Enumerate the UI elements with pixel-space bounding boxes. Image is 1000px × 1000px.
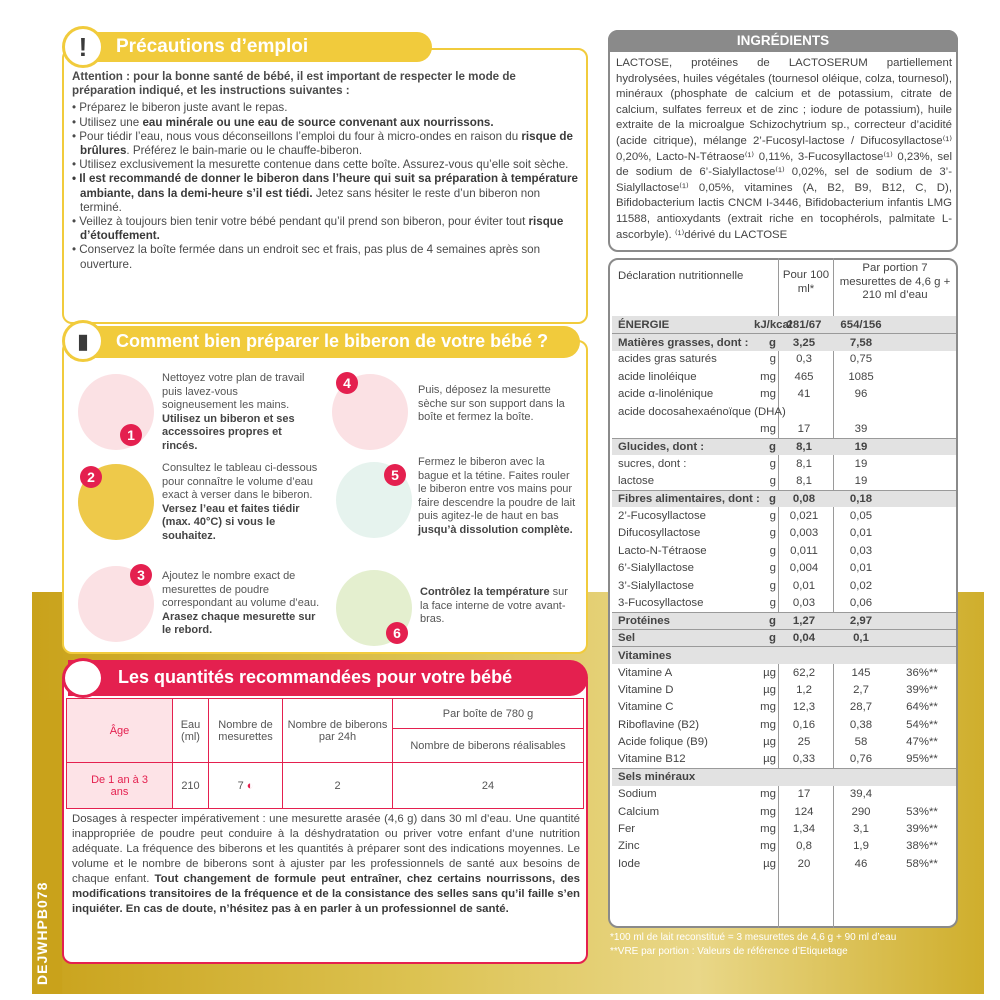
value-per-100ml: 62,2: [792, 666, 816, 679]
nutrition-header-decl: Déclaration nutritionnelle: [618, 270, 744, 282]
nutrient-unit: µg: [763, 666, 776, 679]
nutrition-row: [612, 559, 956, 576]
step1-illustration: [78, 374, 154, 450]
value-per-portion: 7,58: [849, 336, 873, 349]
value-per-portion: 39: [854, 423, 868, 436]
ingredients-header: INGRÉDIENTS: [608, 30, 958, 52]
value-per-portion: 0,02: [849, 579, 873, 592]
ingredients-text: LACTOSE, protéines de LACTOSERUM partiellement hydrolysées, huiles végétales (tournesol oléique, colza, tournesol), minéraux (phosphate de calcium et de potassium, citrate de calcium, sulfates ferreux et de zinc ; iodure de potassium), huile extraite de la microalgue Schizochytrium sp., correcteur d’acidité (acide citrique), mélange 2’-Fucosyl-lactose / Difucosyllactose⁽¹⁾ 0,20%, Lacto-N-Tétraose⁽¹⁾ 0,11%, 3-Fucosyllactose⁽¹⁾ 0,23%, sel de sodium de 6’-Sialyllactose⁽¹⁾ 0,02%, sel de sodium de 3’-Sialyllactose⁽¹⁾ 0,05%, vitamines (A, B2, B9, B12, C, D), Bifidobacterium lactis CNCM I-3446, Bifidobacterium infantis LMG 11588, antioxydants (extrait riche en tocophérols, palmitate L-ascorbyle). ⁽¹⁾dérivé du LACTOSE: [616, 57, 952, 241]
nutrient-name: Vitamine C: [618, 701, 674, 714]
value-per-100ml: 0,011: [790, 544, 818, 557]
value-per-portion: 39,4: [849, 788, 873, 801]
preparation-header: [70, 326, 580, 358]
value-per-100ml: 3,25: [792, 336, 816, 349]
precautions-header: [70, 32, 432, 62]
nutrition-row: [612, 333, 956, 350]
precautions-title: Précautions d’emploi: [116, 36, 309, 57]
value-per-100ml: 0,04: [792, 632, 816, 645]
quantities-title: Les quantités recommandées pour votre bébé: [118, 667, 513, 687]
nutrient-unit: g: [769, 440, 776, 453]
precaution-item: • Préparez le biberon juste avant le repas.: [72, 101, 288, 115]
nutrient-name: 2’-Fucosyllactose: [618, 509, 706, 522]
nutrition-row: [612, 699, 956, 716]
nutrient-unit: kJ/kcal: [754, 318, 793, 331]
value-per-100ml: 1,2: [796, 683, 812, 696]
step-6-text: Contrôlez la température sur la face interne de votre avant-bras.: [420, 586, 568, 626]
step-number-4: 4: [336, 372, 358, 394]
nutrient-unit: mg: [760, 370, 776, 383]
nutrient-name: ÉNERGIE: [618, 318, 670, 331]
nutrient-unit: g: [769, 632, 776, 645]
nutrition-row: [612, 316, 956, 333]
precaution-item: • Il est recommandé de donner le biberon dans l’heure qui suit sa préparation à température ambiante, dans la demi-heure s’il est tiédi. Jetez sans hésiter le reste d’un biberon non terminé.: [72, 172, 578, 214]
value-per-100ml: 17: [797, 788, 811, 801]
nutrition-row: [612, 733, 956, 750]
nutrient-name: Protéines: [618, 614, 670, 627]
value-per-100ml: 0,01: [792, 579, 816, 592]
precaution-item: • Veillez à toujours bien tenir votre bébé pendant qu’il prend son biberon, pour éviter tout risque d’étouffement.: [72, 215, 564, 243]
value-per-portion: 28,7: [849, 701, 873, 714]
nutrition-row: [612, 768, 956, 785]
nutrient-unit: mg: [760, 388, 776, 401]
reference-intake: 64%**: [906, 701, 938, 714]
nutrient-name: 3-Fucosyllactose: [618, 596, 704, 609]
nutrient-name: acide linoléique: [618, 370, 697, 383]
value-per-portion: 0,76: [849, 753, 873, 766]
precaution-item: • Utilisez une eau minérale ou une eau de source convenant aux nourrissons.: [72, 115, 494, 129]
value-per-portion: 19: [854, 440, 868, 453]
value-per-portion: 0,01: [849, 527, 873, 540]
step-number-3: 3: [130, 564, 152, 586]
nutrition-table: [612, 316, 956, 873]
nutrition-row: [612, 490, 956, 507]
nutrition-row: [612, 577, 956, 594]
nutrition-row: [612, 473, 956, 490]
nutrient-name: acides gras saturés: [618, 353, 717, 366]
nutrient-unit: g: [769, 579, 776, 592]
value-per-portion: 0,38: [849, 718, 873, 731]
value-per-100ml: 8,1: [796, 457, 812, 470]
nutrition-row: [612, 664, 956, 681]
step-number-6: 6: [386, 622, 408, 644]
nutrient-name: Vitamine A: [618, 666, 673, 679]
nutrition-row: [612, 681, 956, 698]
nutrient-unit: g: [769, 614, 776, 627]
reference-intake: 54%**: [906, 718, 938, 731]
step-1-text: Nettoyez votre plan de travail puis lavez-vous soigneusement les mains. Utilisez un biberon et ses accessoires propres et rincés.: [162, 372, 305, 452]
nutrition-row: [612, 507, 956, 524]
step-number-2: 2: [80, 466, 102, 488]
value-per-portion: 19: [854, 475, 868, 488]
nutrient-name: Vitamine B12: [618, 753, 686, 766]
nutrient-name: Vitamine D: [618, 683, 674, 696]
preparation-title: Comment bien préparer le biberon de votre bébé ?: [116, 331, 549, 351]
value-per-portion: 58: [854, 736, 868, 749]
cell-age: De 1 an à 3 ans: [67, 763, 173, 809]
nutrition-footnote-2: **VRE par portion : Valeurs de référence d’Etiquetage: [610, 946, 848, 957]
nutrient-name: Riboflavine (B2): [618, 718, 700, 731]
nutrient-name: Fer: [618, 823, 636, 836]
value-per-portion: 19: [854, 457, 868, 470]
value-per-100ml: 1,34: [792, 823, 816, 836]
precautions-text: [72, 70, 578, 272]
nutrition-row: [612, 386, 956, 403]
precautions-intro: Attention : pour la bonne santé de bébé, il est important de respecter le mode de préparation indiqué, et les instructions suivantes :: [72, 70, 516, 98]
nutrition-row: [612, 716, 956, 733]
reference-intake: 39%**: [906, 683, 938, 696]
nutrient-unit: g: [769, 509, 776, 522]
value-per-100ml: 25: [797, 736, 811, 749]
value-per-portion: 290: [851, 805, 871, 818]
value-per-100ml: 1,27: [792, 614, 816, 627]
value-per-portion: 1085: [848, 370, 874, 383]
nutrient-unit: g: [769, 596, 776, 609]
nutrition-row: [612, 855, 956, 872]
step-5-text: Fermez le biberon avec la bague et la tétine. Faites rouler le biberon entre vos mains pour faire descendre la poudre de lait puis agitez-le de haut en bas jusqu’à dissolution complète.: [418, 456, 576, 536]
value-per-portion: 0,01: [849, 562, 873, 575]
nutrition-row: [612, 438, 956, 455]
reference-intake: 36%**: [906, 666, 938, 679]
value-per-100ml: 20: [797, 857, 811, 870]
step-2-text: Consultez le tableau ci-dessous pour connaître le volume d’eau exact à verser dans le biberon. Versez l’eau et faites tiédir (max. 40°C) si vous le souhaitez.: [162, 462, 318, 542]
nutrient-unit: mg: [760, 701, 776, 714]
nutrient-unit: mg: [760, 805, 776, 818]
nutrient-name: Matières grasses, dont :: [618, 336, 749, 349]
nutrient-unit: µg: [763, 736, 776, 749]
value-per-100ml: 41: [797, 388, 811, 401]
nutrient-name: Sodium: [618, 788, 657, 801]
reference-intake: 38%**: [906, 840, 938, 853]
header-water: Eau (ml): [173, 699, 209, 763]
nutrition-row: [612, 455, 956, 472]
nutrition-row: [612, 525, 956, 542]
nutrition-row: [612, 351, 956, 368]
nutrient-unit: g: [769, 493, 776, 506]
nutrient-name: Calcium: [618, 805, 660, 818]
value-per-portion: 654/156: [840, 318, 882, 331]
cell-scoops: 7 ◐: [209, 763, 283, 809]
value-per-portion: 0,03: [849, 544, 873, 557]
nutrient-name: lactose: [618, 475, 655, 488]
step-3-text: Ajoutez le nombre exact de mesurettes de poudre correspondant au volume d’eau. Arasez chaque mesurette sur le rebord.: [162, 570, 320, 637]
value-per-portion: 145: [851, 666, 871, 679]
nutrient-name: acide docosahexaénoïque (DHA): [618, 405, 786, 418]
nutrient-name: Acide folique (B9): [618, 736, 708, 749]
nutrient-unit: mg: [760, 823, 776, 836]
reference-intake: 47%**: [906, 736, 938, 749]
nutrient-unit: µg: [763, 753, 776, 766]
nutrient-unit: g: [769, 527, 776, 540]
nutrition-row: [612, 420, 956, 437]
value-per-portion: 2,7: [853, 683, 869, 696]
nutrient-name: Glucides, dont :: [618, 440, 705, 453]
nutrient-unit: mg: [760, 840, 776, 853]
nutrition-row: [612, 820, 956, 837]
reference-intake: 39%**: [906, 823, 938, 836]
value-per-portion: 2,97: [849, 614, 873, 627]
spoon-icon: ◐: [246, 779, 254, 792]
cell-achievable: 24: [393, 763, 584, 809]
quantities-table: [66, 698, 584, 809]
nutrition-row: [612, 612, 956, 629]
nutrition-row: [612, 629, 956, 646]
nutrition-row: [612, 803, 956, 820]
nutrient-unit: mg: [760, 423, 776, 436]
header-achievable: Nombre de biberons réalisables: [393, 729, 584, 763]
nutrition-row: [612, 786, 956, 803]
reference-intake: 58%**: [906, 857, 938, 870]
value-per-portion: 0,75: [849, 353, 873, 366]
nutrient-unit: mg: [760, 718, 776, 731]
nutrient-name: acide α-linolénique: [618, 388, 714, 401]
value-per-100ml: 0,08: [792, 493, 816, 506]
step-4-text: Puis, déposez la mesurette sèche sur son support dans la boîte et fermez la boîte.: [418, 384, 565, 424]
reference-intake: 95%**: [906, 753, 938, 766]
precaution-item: • Conservez la boîte fermée dans un endroit sec et frais, pas plus de 4 semaines après son ouverture.: [72, 243, 541, 271]
nutrient-name: Sel: [618, 632, 636, 645]
nutrition-row: [612, 838, 956, 855]
value-per-100ml: 0,8: [796, 840, 812, 853]
value-per-100ml: 0,021: [789, 509, 819, 522]
bottle-icon: ▮: [62, 320, 104, 362]
cell-bottles: 2: [283, 763, 393, 809]
value-per-portion: 0,1: [853, 632, 869, 645]
nutrition-header-100ml: Pour 100 ml*: [782, 269, 830, 295]
header-bottles: Nombre de biberons par 24h: [283, 699, 393, 763]
nutrient-unit: g: [769, 475, 776, 488]
value-per-portion: 0,05: [849, 509, 873, 522]
nutrition-row: [612, 403, 956, 420]
reference-intake: 53%**: [906, 805, 938, 818]
nutrition-footnote-1: *100 ml de lait reconstitué = 3 mesurettes de 4,6 g + 90 ml d’eau: [610, 932, 897, 943]
nutrition-row: [612, 368, 956, 385]
nutrient-unit: g: [769, 544, 776, 557]
nutrient-name: Vitamines: [618, 649, 672, 662]
nutrient-unit: mg: [760, 788, 776, 801]
nutrient-name: Fibres alimentaires, dont :: [618, 493, 760, 506]
nutrient-name: Difucosyllactose: [618, 527, 701, 540]
value-per-100ml: 0,16: [792, 718, 816, 731]
nutrient-unit: g: [769, 457, 776, 470]
quantities-header: [68, 660, 588, 696]
value-per-portion: 46: [854, 857, 868, 870]
dosage-text: Dosages à respecter impérativement : une mesurette arasée (4,6 g) dans 30 ml d’eau. Une quantité inappropriée de poudre peut conduire à la déshydratation ou priver votre enfant d’une nutrition adéquate. La fréquence des biberons et les quantités à préparer sont des indications moyennes. Le volume et le nombre de biberons sont à ajuster par les professionnels de santé aux besoins de chaque enfant. Tout changement de formule peut entraîner, chez certains nourrissons, des modifications transitoires de la fréquence et de la consistance des selles sans qu’il faille s’en inquiéter. En cas de doute, n’hésitez pas à en parler à un professionnel de santé.: [72, 813, 580, 915]
scoop-icon: [62, 658, 104, 698]
nutrition-row: [612, 542, 956, 559]
product-code: DEJWHPB078: [34, 881, 50, 985]
nutrition-row: [612, 594, 956, 611]
header-box: Par boîte de 780 g: [393, 699, 584, 729]
step-number-5: 5: [384, 464, 406, 486]
nutrient-unit: g: [769, 353, 776, 366]
nutrient-name: Lacto-N-Tétraose: [618, 544, 707, 557]
cell-water: 210: [173, 763, 209, 809]
value-per-100ml: 465: [794, 370, 814, 383]
value-per-portion: 96: [854, 388, 868, 401]
nutrient-name: 6’-Sialyllactose: [618, 562, 694, 575]
header-scoops: Nombre de mesurettes: [209, 699, 283, 763]
nutrition-row: [612, 646, 956, 663]
nutrient-name: Zinc: [618, 840, 640, 853]
nutrient-unit: µg: [763, 683, 776, 696]
value-per-100ml: 281/67: [786, 318, 822, 331]
value-per-100ml: 8,1: [796, 475, 812, 488]
precaution-item: • Utilisez exclusivement la mesurette contenue dans cette boîte. Assurez-vous qu’elle soit sèche.: [72, 158, 569, 172]
nutrient-unit: g: [769, 562, 776, 575]
value-per-100ml: 0,3: [796, 353, 812, 366]
value-per-100ml: 0,33: [792, 753, 816, 766]
nutrient-name: sucres, dont :: [618, 457, 687, 470]
value-per-portion: 3,1: [853, 823, 869, 836]
value-per-100ml: 0,004: [789, 562, 819, 575]
step-number-1: 1: [120, 424, 142, 446]
value-per-100ml: 0,003: [789, 527, 819, 540]
nutrition-row: [612, 751, 956, 768]
warning-icon: !: [62, 26, 104, 68]
value-per-100ml: 8,1: [796, 440, 812, 453]
value-per-100ml: 17: [797, 423, 811, 436]
nutrient-unit: g: [769, 336, 776, 349]
value-per-portion: 0,18: [849, 493, 873, 506]
value-per-100ml: 124: [794, 805, 814, 818]
value-per-100ml: 0,03: [792, 596, 816, 609]
value-per-portion: 1,9: [853, 840, 869, 853]
value-per-portion: 0,06: [849, 596, 873, 609]
value-per-100ml: 12,3: [792, 701, 816, 714]
nutrient-name: Sels minéraux: [618, 771, 696, 784]
nutrient-name: Iode: [618, 857, 641, 870]
nutrient-unit: µg: [763, 857, 776, 870]
header-age: Âge: [67, 699, 173, 763]
nutrient-name: 3’-Sialyllactose: [618, 579, 694, 592]
precaution-item: • Pour tiédir l’eau, nous vous déconseillons l’emploi du four à micro-ondes en raison du risque de brûlures. Préférez le bain-marie ou le chauffe-biberon.: [72, 129, 573, 158]
nutrition-header-portion: Par portion 7 mesurettes de 4,6 g + 210 ml d’eau: [839, 262, 951, 301]
